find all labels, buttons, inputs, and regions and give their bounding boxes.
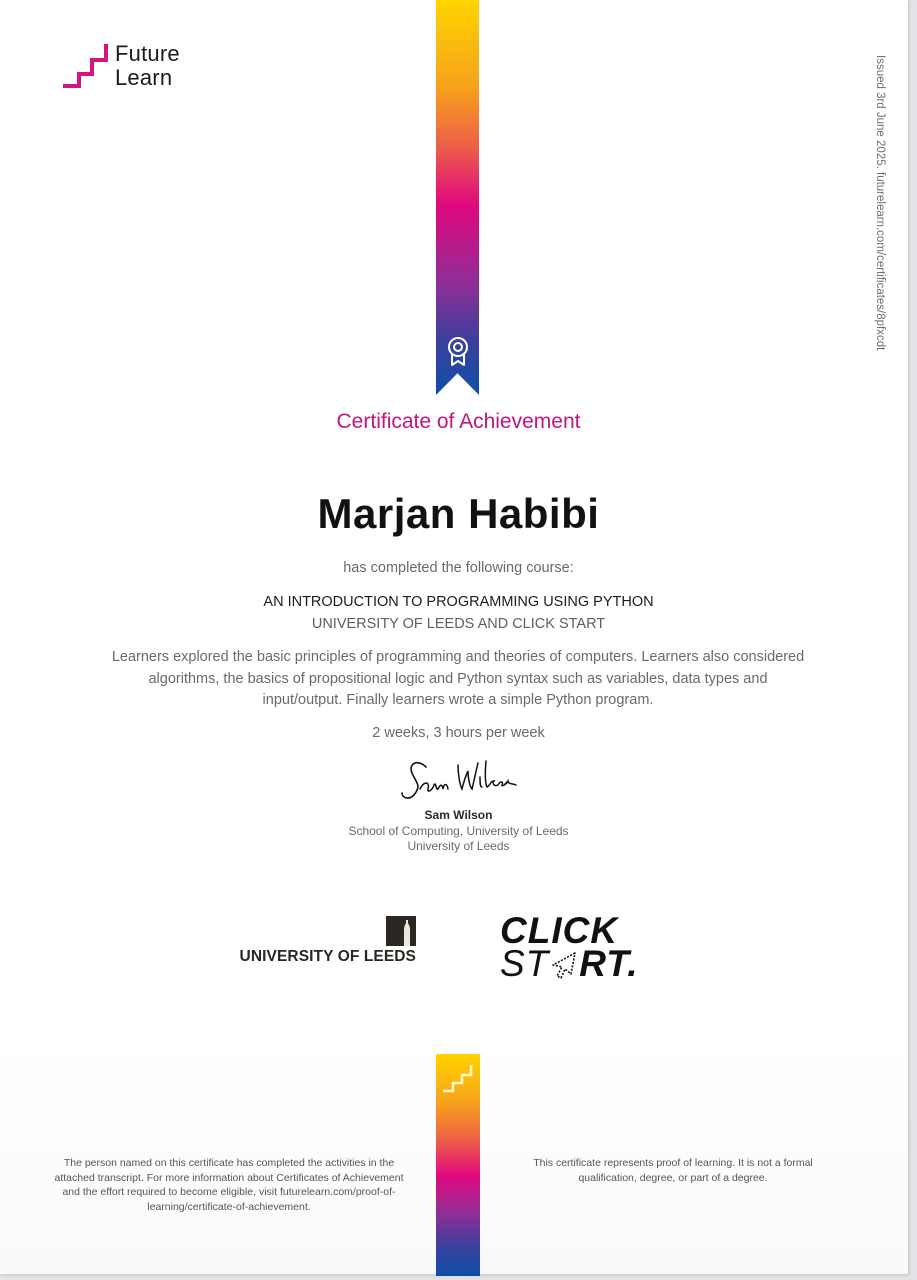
- futurelearn-logo: [62, 42, 180, 90]
- logo-wordmark: [115, 42, 180, 90]
- university-of-leeds-logo: [239, 916, 416, 968]
- leeds-wordmark: UNIVERSITY OF LEEDS: [239, 948, 416, 965]
- leeds-tower-icon: [386, 916, 416, 946]
- signatory-institution: University of Leeds: [407, 839, 510, 853]
- footer-transcript-note: The person named on this certificate has completed the activities in the attached transcript. For more information about Certificates of Achievement and the effort required to become eligible, visit futurelearn.com/proof-of-learning/certificate-of-achievement.: [54, 1157, 404, 1213]
- signature-image: [396, 755, 521, 807]
- course-description: Learners explored the basic principles of programming and theories of computers. Learners also considered algorithms, the basics of propositional logic and Python syntax such as variables, data types and input/output. Finally learners wrote a simple Python program.: [111, 649, 805, 708]
- start-word-suffix: RT.: [579, 943, 639, 984]
- logo-line-2: Learn: [115, 65, 173, 90]
- footer-disclaimer: This certificate represents proof of learning. It is not a formal qualification, degree, or part of a degree.: [533, 1157, 813, 1184]
- click-start-line-2: [500, 943, 650, 984]
- issued-verification-text: Issued 3rd June 2025. futurelearn.com/certificates/8pfxcdt: [874, 55, 886, 351]
- logo-line-1: Future: [115, 41, 180, 66]
- course-organisation: UNIVERSITY OF LEEDS AND CLICK START: [311, 616, 606, 632]
- stairs-logo-icon: [62, 42, 112, 90]
- recipient-name: Marjan Habibi: [317, 490, 600, 537]
- certificate-title: Certificate of Achievement: [336, 410, 581, 433]
- stairs-mark-icon: [441, 1062, 477, 1094]
- click-start-logo: [500, 910, 650, 984]
- award-rosette-icon: [444, 335, 472, 369]
- start-word-prefix: ST: [500, 943, 550, 984]
- cursor-arrow-icon: [549, 950, 579, 980]
- course-title: AN INTRODUCTION TO PROGRAMMING USING PYTHON: [263, 594, 654, 610]
- signatory-role: School of Computing, University of Leeds: [348, 824, 569, 838]
- signatory-name: Sam Wilson: [424, 808, 493, 822]
- course-duration: 2 weeks, 3 hours per week: [372, 725, 545, 741]
- completed-statement: has completed the following course:: [343, 560, 574, 576]
- click-word: CLICK: [500, 910, 619, 951]
